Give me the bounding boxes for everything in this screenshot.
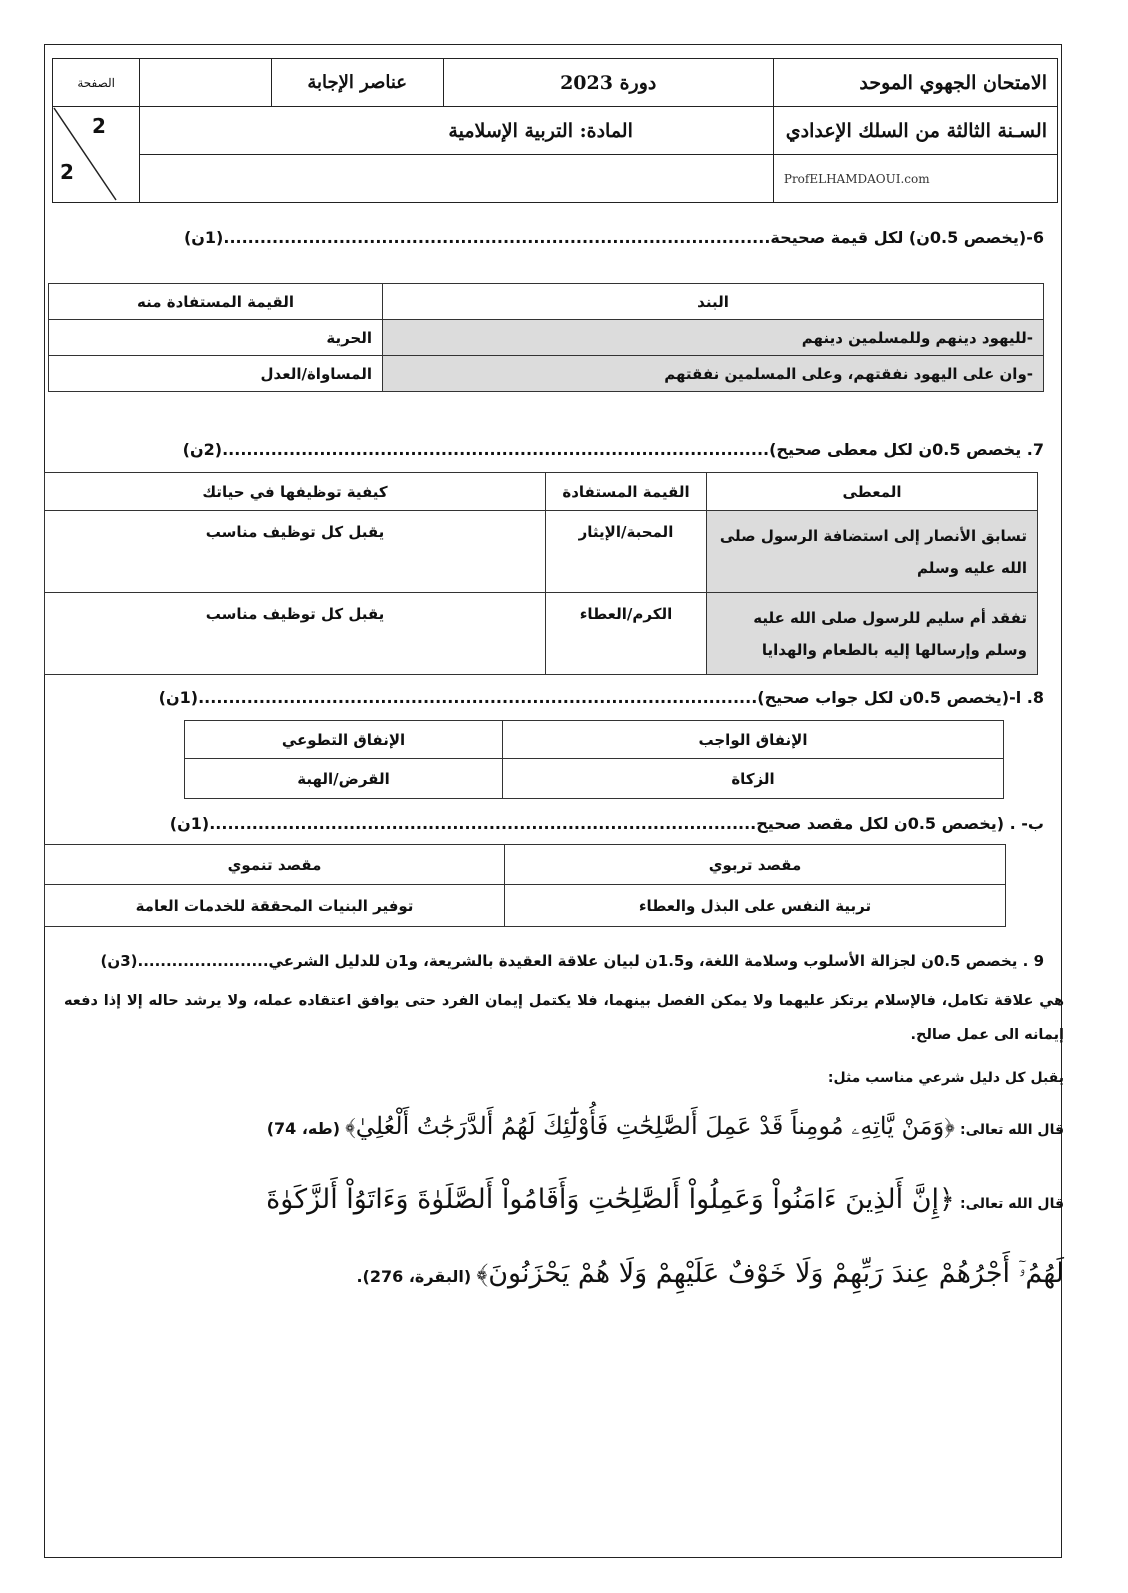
q8b-heading: ب- . (يخصص 0.5ن لكل مقصد صحيح..........................................................................................(1ن) — [169, 814, 1044, 833]
table-row — [49, 356, 1044, 392]
page-number-divider — [52, 106, 118, 202]
q6-value: الحرية — [49, 320, 383, 356]
q7-given: تسابق الأنصار إلى استضافة الرسول صلى الله عليه وسلم — [707, 511, 1038, 593]
q6-item: -وان على اليهود نفقتهم، وعلى المسلمين نفقتهم — [383, 356, 1044, 392]
answer-elements-label: عناصر الإجابة — [271, 59, 443, 107]
session-year: دورة 2023 — [443, 59, 773, 107]
verse-1-line — [54, 1112, 1064, 1140]
verse-1-ref: (طه، 74) — [266, 1119, 340, 1138]
verse-1-intro: قال الله تعالى: — [959, 1122, 1064, 1138]
q6-col-value: القيمة المستفادة منه — [49, 284, 383, 320]
verse-2-intro: قال الله تعالى: — [959, 1196, 1064, 1212]
page-label: الصفحة — [53, 59, 140, 107]
verse-2-line-2 — [54, 1258, 1064, 1290]
q8b-col-developmental: مقصد تنموي — [45, 845, 505, 885]
q6-col-item: البند — [383, 284, 1044, 320]
verse-2-text-2: لَهُمُۥٓ أَجْرُهُمْ عِندَ رَبِّهِمْ وَلَا خَوْفٌ عَلَيْهِمْ وَلَا هُمْ يَحْزَنُونَ﴾ — [476, 1258, 1064, 1289]
q8a-table — [184, 720, 1004, 799]
q9-heading: 9 . يخصص 0.5ن لجزالة الأسلوب وسلامة اللغة، و1.5ن لبيان علاقة العقيدة بالشريعة، و1ن للدليل الشرعي.......................(3ن) — [100, 952, 1044, 970]
q6-item: -لليهود دينهم وللمسلمين دينهم — [383, 320, 1044, 356]
q9-answer: هي علاقة تكامل، فالإسلام يرتكز عليهما ولا يمكن الفصل بينهما، فلا يكتمل إيمان الفرد حتى يوافق اعتقاده عمله، ولا يرشد حاله إلا إذا دفعه إيمانه الى عمل صالح. — [64, 993, 1064, 1043]
verse-2-ref: (البقرة، 276). — [356, 1267, 472, 1286]
table-row — [49, 320, 1044, 356]
q7-heading: 7. يخصص 0.5ن لكل معطى صحيح)..........................................................................................(2ن) — [182, 440, 1044, 459]
exam-header — [52, 58, 1058, 203]
q6-table — [48, 283, 1044, 392]
q8a-obligatory: الزكاة — [503, 759, 1004, 799]
table-row — [185, 759, 1004, 799]
table-row — [45, 511, 1038, 593]
q7-given: تفقد أم سليم للرسول صلى الله عليه وسلم وإرسالها إليه بالطعام والهدايا — [707, 593, 1038, 675]
table-row — [45, 593, 1038, 675]
verse-2-text-1: ﴿إِنَّ أَلذِينَ ءَامَنُواْ وَعَمِلُواْ أَلصَّٰلِحَٰتِ وَأَقَامُواْ أَلصَّلَوٰةَ وَءَاتَوُاْ أَلزَّكَوٰةَ — [266, 1184, 955, 1215]
q7-col-given: المعطى — [707, 473, 1038, 511]
q8b-table — [44, 844, 1006, 927]
header-blank-row — [140, 155, 774, 203]
q8a-heading: 8. ا-(يخصص 0.5ن لكل جواب صحيح)............................................................................................(1ن) — [158, 688, 1044, 707]
q6-value: المساواة/العدل — [49, 356, 383, 392]
verse-2-line-1 — [54, 1184, 1064, 1215]
verse-1-text: ﴿وَمَنْ يَّاتِهِۦ مُومِناً قَدْ عَمِلَ أَلصَّٰلِحَٰتِ فَأُوْلَٰٓئِكَ لَهُمُ أَلدَّرَجَٰتُ أَلْعُلِيٰ﴾ — [345, 1112, 955, 1140]
q8b-developmental: توفير البنيات المحققة للخدمات العامة — [45, 885, 505, 927]
q8b-educational: تربية النفس على البذل والعطاء — [505, 885, 1006, 927]
header-blank — [140, 59, 272, 107]
subject-label: المادة: التربية الإسلامية — [140, 107, 774, 155]
q6-heading: 6-(يخصص 0.5ن) لكل قيمة صحيحة..........................................................................................(1ن) — [183, 228, 1044, 247]
q7-use: يقبل كل توظيف مناسب — [45, 593, 546, 675]
page-total: 2 — [60, 160, 74, 184]
q7-col-use: كيفية توظيفها في حياتك — [45, 473, 546, 511]
page-frame — [44, 44, 1062, 1558]
q8a-voluntary: القرض/الهبة — [185, 759, 503, 799]
q8a-col-voluntary: الإنفاق التطوعي — [185, 721, 503, 759]
exam-title: الامتحان الجهوي الموحد — [773, 59, 1057, 107]
q9-accept-note: يقبل كل دليل شرعي مناسب مثل: — [827, 1070, 1064, 1086]
watermark: ProfELHAMDAOUI.com — [773, 155, 1057, 203]
q7-col-value: القيمة المستفادة — [546, 473, 707, 511]
q8a-col-obligatory: الإنفاق الواجب — [503, 721, 1004, 759]
level-label: السـنة الثالثة من السلك الإعدادي — [773, 107, 1057, 155]
q7-value: المحبة/الإيثار — [546, 511, 707, 593]
q7-use: يقبل كل توظيف مناسب — [45, 511, 546, 593]
table-row — [45, 885, 1006, 927]
q7-value: الكرم/العطاء — [546, 593, 707, 675]
q7-table — [44, 472, 1038, 675]
page-current: 2 — [92, 114, 106, 138]
q8b-col-educational: مقصد تربوي — [505, 845, 1006, 885]
